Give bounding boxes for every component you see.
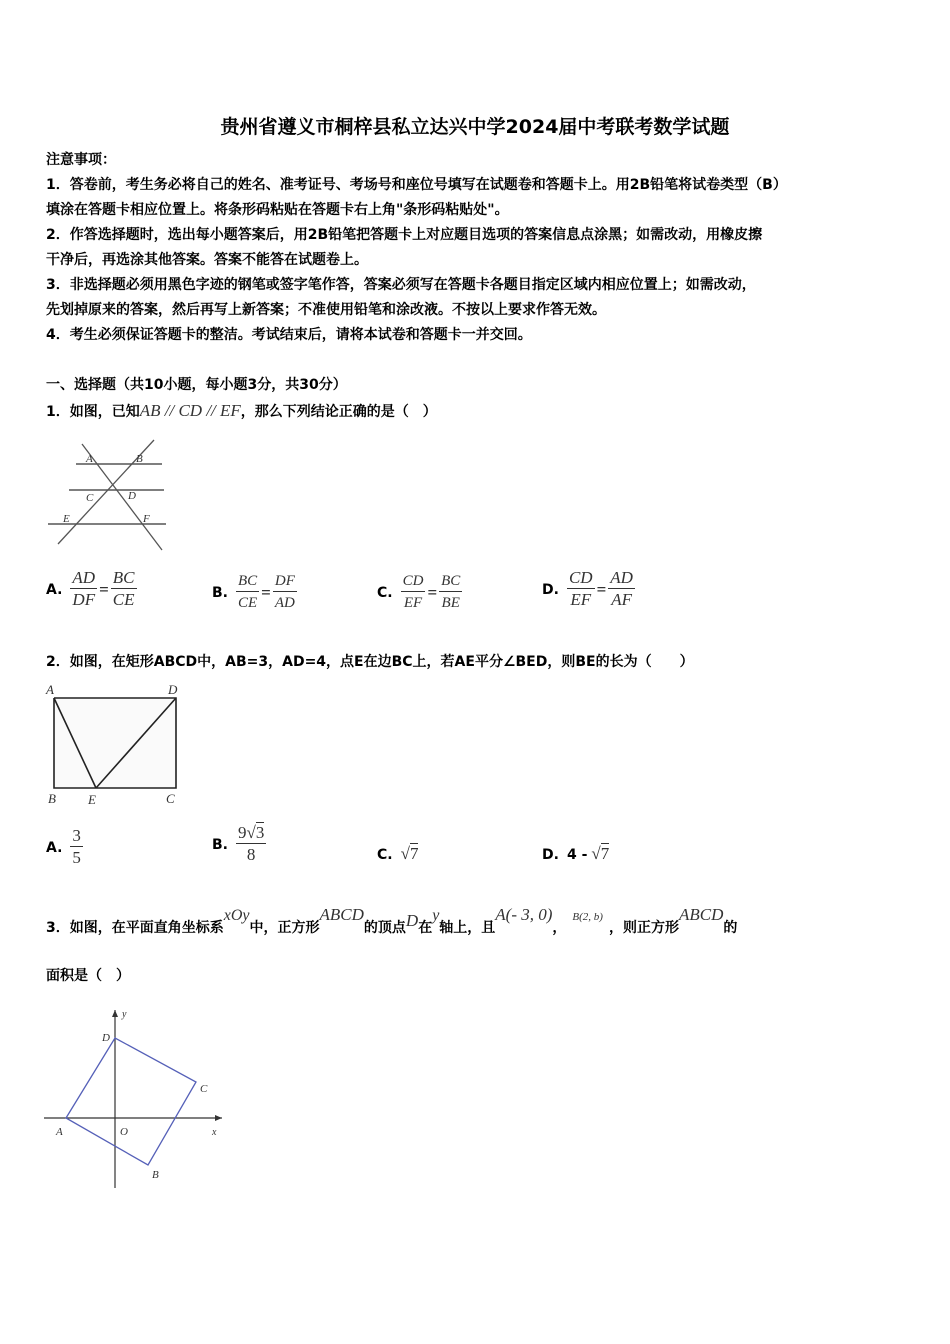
- frac-den: CE: [238, 595, 258, 611]
- q3-math-a-coord: A(- 3, 0): [495, 905, 553, 924]
- q3-math-abcd-2: ABCD: [678, 905, 724, 924]
- frac-num: DF: [273, 571, 297, 592]
- q1-option-c-label: C.: [377, 584, 393, 601]
- equals: =: [596, 579, 607, 599]
- frac-den: CE: [112, 590, 135, 609]
- q3-math-b-coord: B(2, b): [572, 911, 603, 923]
- q2-option-b-label: B.: [212, 836, 228, 853]
- q2-label-a: A: [46, 682, 54, 697]
- frac-num: CD: [401, 571, 426, 592]
- q3-text-1: 3．如图，在平面直角坐标系: [46, 920, 224, 936]
- q1-option-d[interactable]: [542, 568, 635, 611]
- q1-label-e: E: [63, 513, 70, 525]
- frac-num: 3: [72, 826, 81, 845]
- q2-option-d-radicand: 7: [600, 844, 610, 863]
- q2-option-d-label: D.: [542, 847, 559, 863]
- q2-figure: [42, 680, 188, 810]
- q1-prefix: 1．如图，已知: [46, 404, 140, 420]
- sqrt-icon: √: [246, 823, 256, 842]
- q2-label-e: E: [88, 792, 96, 807]
- frac-den: BE: [441, 595, 460, 611]
- frac-den: 5: [72, 848, 81, 867]
- q3-text-2: 中，正方形: [249, 920, 320, 936]
- q3-text-8: 的: [723, 920, 738, 936]
- section-heading: 一、选择题（共10小题，每小题3分，共30分）: [46, 377, 347, 393]
- notice-line-2: 填涂在答题卡相应位置上。将条形码粘贴在答题卡右上角"条形码粘贴处"。: [46, 202, 509, 218]
- q3-label-o: O: [120, 1126, 128, 1138]
- q2-option-b[interactable]: [212, 823, 266, 866]
- notice-line-3: 2．作答选择题时，选出每小题答案后，用2B铅笔把答题卡上对应题目选项的答案信息点涂黑；如需改动，用橡皮擦: [46, 227, 763, 243]
- q3-math-abcd: ABCD: [319, 905, 364, 924]
- q3-label-a: A: [56, 1126, 63, 1138]
- q3-label-c: C: [200, 1083, 208, 1095]
- question-3-line-2: 面积是（ ）: [46, 968, 130, 984]
- q1-label-c: C: [86, 492, 94, 504]
- equals: =: [261, 582, 271, 602]
- frac-den: EF: [403, 595, 423, 611]
- q3-math-xoy: xOy: [223, 907, 250, 924]
- q3-label-x: x: [212, 1127, 217, 1138]
- q3-square: [66, 1038, 196, 1165]
- notice-line-4: 干净后，再选涂其他答案。答案不能答在试题卷上。: [46, 252, 368, 268]
- q1-transversal-2: [82, 444, 162, 550]
- q2-option-a-label: A.: [46, 839, 63, 856]
- q3-math-d: D: [405, 911, 419, 930]
- q2-option-d[interactable]: [542, 844, 609, 864]
- q1-label-f: F: [143, 513, 150, 525]
- q2-label-b: B: [48, 791, 56, 806]
- frac-num: CD: [568, 568, 593, 587]
- frac-num: BC: [112, 568, 135, 587]
- q3-text-7: ，则正方形: [608, 920, 679, 936]
- q1-option-b[interactable]: [212, 571, 297, 614]
- q1-option-a[interactable]: [46, 568, 137, 611]
- q1-figure: [44, 432, 168, 554]
- question-2-stem: 2．如图，在矩形ABCD中，AB=3，AD=4，点E在边BC上，若AE平分∠BED，则BE的长为（ ）: [46, 654, 694, 670]
- frac-num: BC: [439, 571, 462, 592]
- page-title: 贵州省遵义市桐梓县私立达兴中学2024届中考联考数学试题: [220, 116, 730, 138]
- y-axis-arrow-icon: [112, 1010, 118, 1017]
- frac-num: AD: [72, 568, 96, 587]
- q1-option-d-label: D.: [542, 581, 559, 598]
- q3-text-6: ，: [552, 920, 567, 936]
- q2-label-d: D: [168, 682, 178, 697]
- frac-den: 8: [246, 845, 256, 864]
- q2-option-c-radicand: 7: [409, 844, 419, 863]
- notice-line-7: 4．考生必须保证答题卡的整洁。考试结束后，请将本试卷和答题卡一并交回。: [46, 327, 532, 343]
- question-1-stem: [46, 398, 437, 425]
- frac-num-radicand: 3: [255, 823, 265, 842]
- q2-label-c: C: [166, 791, 175, 806]
- q1-suffix: ，那么下列结论正确的是（ ）: [240, 404, 437, 420]
- sqrt-icon: √: [591, 844, 601, 863]
- frac-den: AF: [611, 590, 632, 609]
- frac-num: AD: [610, 568, 633, 587]
- q3-label-d: D: [102, 1032, 110, 1044]
- q3-label-y: y: [122, 1009, 127, 1020]
- q3-text-5: 轴上，且: [439, 920, 496, 936]
- q1-option-c[interactable]: [377, 571, 462, 614]
- q1-label-d: D: [128, 490, 136, 502]
- frac-den: DF: [72, 590, 96, 609]
- notice-line-5: 3．非选择题必须用黑色字迹的钢笔或签字笔作答，答案必须写在答题卡各题目指定区域内相应位置上；如需改动，: [46, 277, 756, 293]
- q1-label-a: A: [86, 453, 93, 465]
- notice-line-1: 1．答卷前，考生务必将自己的姓名、准考证号、考场号和座位号填写在试题卷和答题卡上。用2B铅笔将试卷类型（B）: [46, 177, 787, 193]
- q3-figure: [40, 1002, 230, 1197]
- q1-label-b: B: [136, 453, 143, 465]
- equals: =: [99, 579, 109, 599]
- q3-math-y: y: [432, 907, 440, 924]
- notice-heading: 注意事项：: [46, 152, 116, 168]
- q2-option-d-prefix: 4 -: [566, 847, 588, 863]
- q1-option-a-label: A.: [46, 581, 63, 598]
- x-axis-arrow-icon: [215, 1115, 222, 1121]
- q2-figure-bg: [54, 698, 176, 788]
- equals: =: [427, 582, 438, 602]
- q3-label-b: B: [152, 1169, 159, 1181]
- q3-text-3: 的顶点: [363, 920, 406, 936]
- frac-num: BC: [236, 571, 259, 592]
- q2-option-a[interactable]: [46, 826, 83, 869]
- q1-math: AB // CD // EF: [139, 401, 241, 420]
- q1-option-b-label: B.: [212, 584, 228, 601]
- q2-option-c-label: C.: [377, 847, 393, 863]
- sqrt-icon: √: [400, 844, 410, 863]
- frac-den: AD: [274, 595, 295, 611]
- frac-den: EF: [570, 590, 592, 609]
- q3-text-4: 在: [418, 920, 433, 936]
- frac-num-coef: 9: [238, 823, 247, 842]
- notice-line-6: 先划掉原来的答案，然后再写上新答案；不准使用铅笔和涂改液。不按以上要求作答无效。: [46, 302, 606, 318]
- question-3-stem: [46, 905, 738, 942]
- q2-option-c[interactable]: [377, 844, 418, 864]
